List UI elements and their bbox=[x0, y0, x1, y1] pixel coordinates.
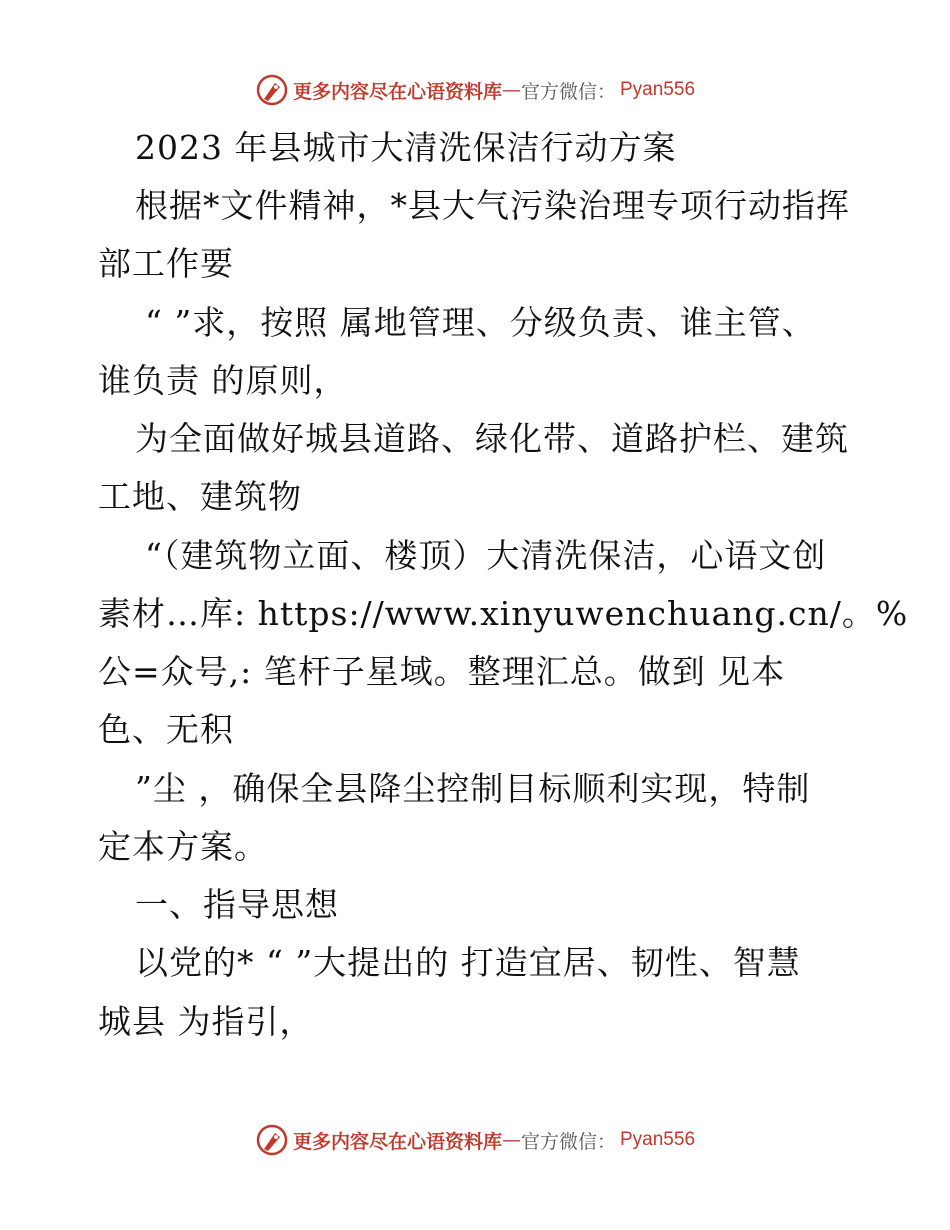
paragraph-line: 城县 为指引， bbox=[98, 1002, 314, 1041]
paragraph-line: 以党的* “ ”大提出的 打造宜居、韧性、智慧 bbox=[135, 943, 801, 982]
footer-watermark bbox=[0, 1120, 950, 1160]
watermark-separator: — bbox=[501, 1129, 521, 1151]
watermark-wechat-label: 官方微信： bbox=[520, 1130, 616, 1153]
paragraph-line: 素材…库: https://www.xinyuwenchuang.cn/。% bbox=[98, 594, 909, 633]
paragraph-line: 部工作要 bbox=[98, 244, 234, 283]
watermark-separator: — bbox=[501, 79, 521, 101]
pen-nib-logo-icon bbox=[255, 73, 289, 107]
watermark-site-text: 更多内容尽在心语资料库 bbox=[292, 1130, 502, 1153]
paragraph-line: 工地、建筑物 bbox=[98, 477, 302, 516]
paragraph-line: 定本方案。 bbox=[98, 827, 268, 866]
paragraph-line: 公=众号,: 笔杆子星域。整理汇总。做到 见本 bbox=[98, 652, 786, 691]
header-watermark bbox=[0, 70, 950, 110]
watermark-wechat-id: Pyan556 bbox=[620, 79, 696, 100]
paragraph-line: “ ”求，按照 属地管理、分级负责、谁主管、 bbox=[145, 303, 816, 342]
paragraph-line: 为全面做好城县道路、绿化带、道路护栏、建筑 bbox=[135, 419, 849, 458]
watermark-wechat-label: 官方微信： bbox=[520, 80, 616, 103]
paragraph-line: 谁负责 的原则， bbox=[98, 361, 348, 400]
pen-nib-logo-icon bbox=[255, 1123, 289, 1157]
paragraph-line: 根据*文件精神，*县大气污染治理专项行动指挥 bbox=[135, 186, 850, 225]
document-title: 2023 年县城市大清洗保洁行动方案 bbox=[135, 128, 677, 167]
paragraph-line: 色、无积 bbox=[98, 710, 234, 749]
paragraph-line: ”尘 ，确保全县降尘控制目标顺利实现，特制 bbox=[135, 769, 811, 808]
watermark-site-text: 更多内容尽在心语资料库 bbox=[292, 80, 502, 103]
watermark-wechat-id: Pyan556 bbox=[620, 1129, 696, 1150]
section-heading: 一、指导思想 bbox=[135, 885, 339, 924]
paragraph-line: “（建筑物立面、楼顶）大清洗保洁，心语文创 bbox=[145, 536, 827, 575]
